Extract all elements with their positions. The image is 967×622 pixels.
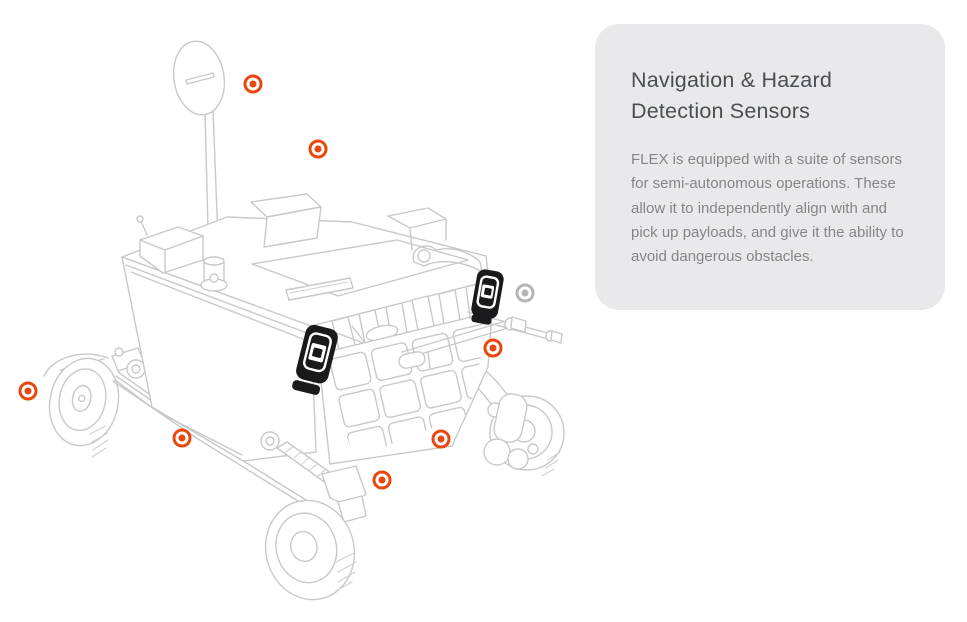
hotspot-front-panel[interactable]: [173, 429, 192, 448]
hotspot-left-wheel[interactable]: [19, 382, 38, 401]
info-card: [595, 24, 945, 310]
hotspot-mast[interactable]: [309, 140, 328, 159]
info-card-body: FLEX is equipped with a suite of sensors for semi-autonomous operations. These allow it to independently align with and pick up payloads, and give it the ability to avoid dangerous obstacles.: [631, 151, 904, 266]
info-card-title: Navigation & Hazard Detection Sensors: [631, 68, 832, 123]
hotspot-rear-sensor[interactable]: [516, 284, 535, 303]
hotspot-right-upper[interactable]: [484, 339, 503, 358]
hotspot-front-strut[interactable]: [373, 471, 392, 490]
hotspot-antenna[interactable]: [244, 75, 263, 94]
hotspot-right-lower[interactable]: [432, 430, 451, 449]
